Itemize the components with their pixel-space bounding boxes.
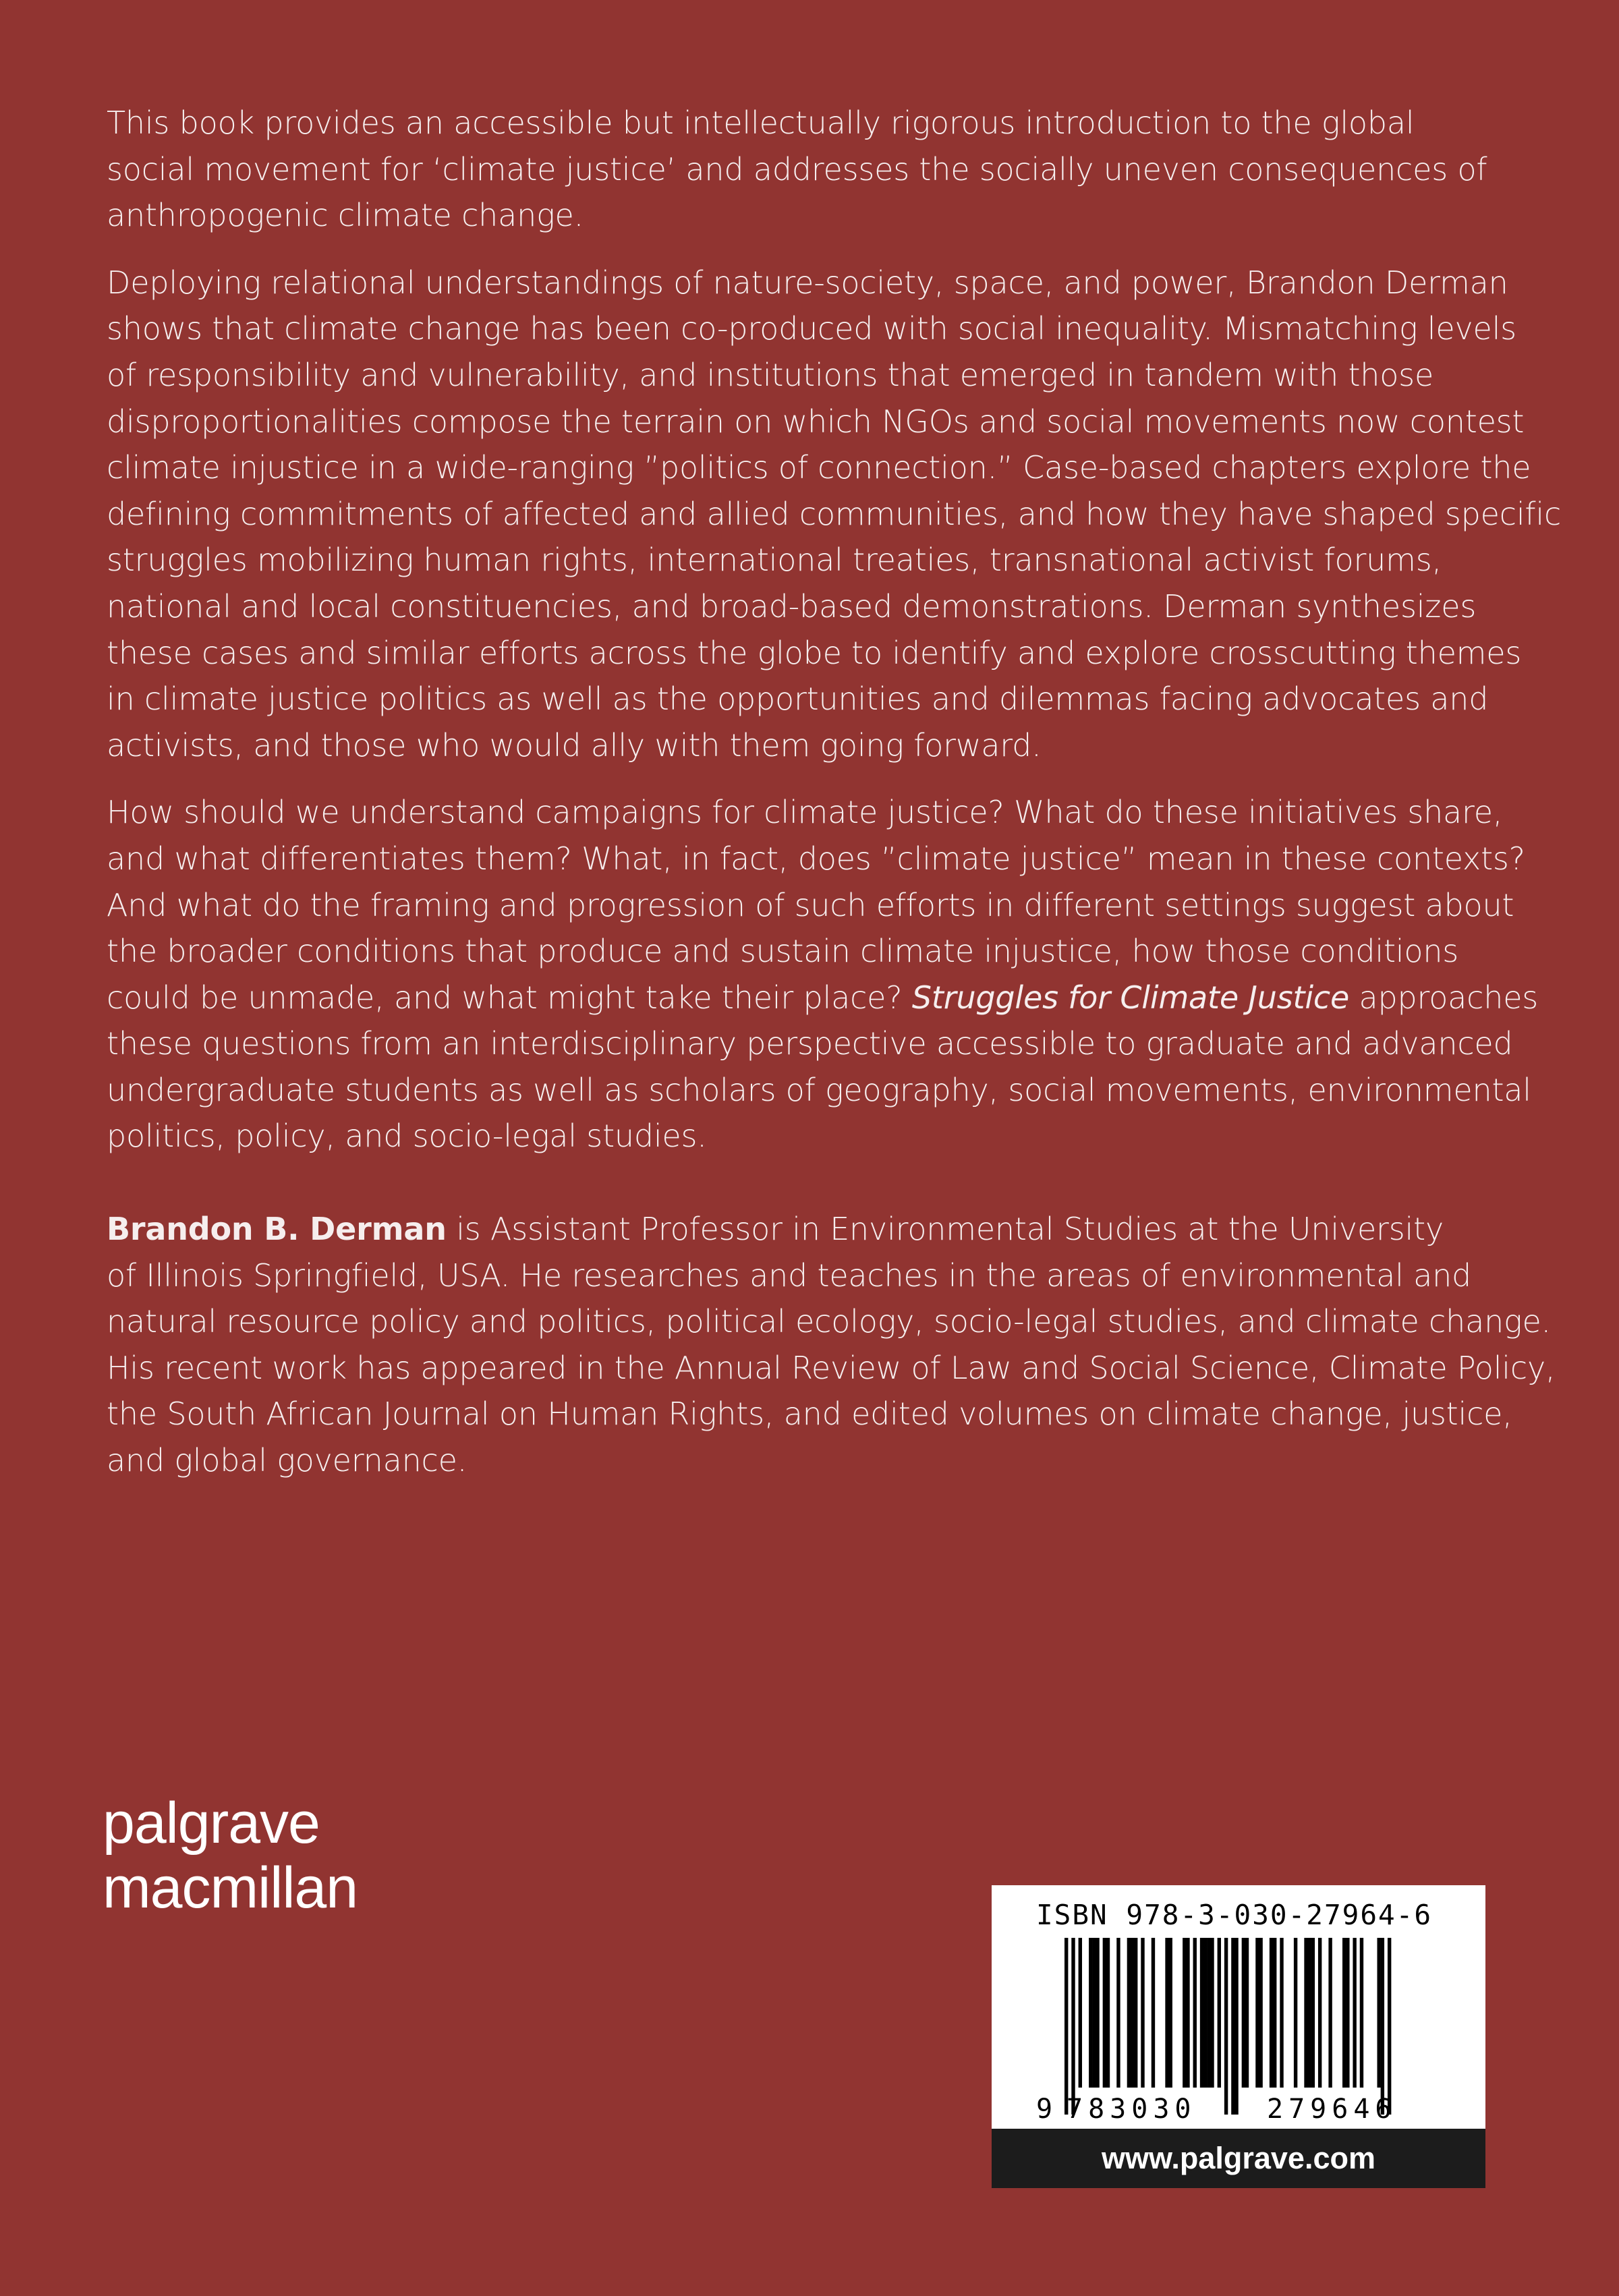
logo-line-2: macmillan <box>103 1856 358 1920</box>
barcode-bar <box>1259 1938 1262 2088</box>
barcode-bar <box>1304 1938 1307 2088</box>
text-line: activists, and those who would ally with them going forward. <box>107 726 1042 764</box>
barcode-bar <box>1092 1938 1096 2088</box>
barcode-guard-bar <box>1381 1938 1384 2115</box>
barcode-guard-bar <box>1064 1938 1068 2115</box>
barcode-bar <box>1169 1938 1172 2088</box>
author-bio <box>107 1206 1556 1484</box>
text-line: social movement for ‘climate justice’ and addresses the socially uneven consequences of <box>107 150 1487 188</box>
text-line: disproportionalities compose the terrain on which NGOs and social movements now contest <box>107 403 1525 440</box>
barcode-bar <box>1273 1938 1276 2088</box>
barcode-bar <box>1193 1938 1197 2088</box>
blurb-paragraph-3 <box>107 789 1537 1159</box>
barcode-bar <box>1353 1938 1356 2088</box>
text-line: His recent work has appeared in the Annual Review of Law and Social Science, Climate Policy, <box>107 1349 1556 1386</box>
barcode-bar <box>1360 1938 1363 2088</box>
barcode-digit-first: 9 <box>1036 2094 1053 2125</box>
barcode-bar <box>1346 1938 1349 2088</box>
text-line: national and local constituencies, and broad-based demonstrations. Derman synthesizes <box>107 587 1477 625</box>
text-line: How should we understand campaigns for climate justice? What do these initiatives share, <box>107 794 1503 831</box>
barcode-guard-bar <box>1224 1938 1228 2115</box>
text-line: And what do the framing and progression of such efforts in different settings suggest about <box>107 886 1514 923</box>
barcode-bar <box>1308 1938 1311 2088</box>
text-fragment: approaches <box>1349 979 1539 1016</box>
barcode-bar <box>1207 1938 1210 2088</box>
barcode-bar <box>1186 1938 1189 2088</box>
blurb-paragraph-1 <box>107 100 1537 239</box>
isbn-label: ISBN 978-3-030-27964-6 <box>1036 1899 1433 1931</box>
barcode-bar <box>1096 1938 1099 2088</box>
barcode-guard-bar <box>1388 1938 1391 2115</box>
palgrave-macmillan-logo <box>103 1791 358 1920</box>
barcode-bar <box>1342 1938 1346 2088</box>
barcode-bar <box>1089 1938 1092 2088</box>
barcode-bar <box>1245 1938 1249 2088</box>
text-line: natural resource policy and politics, political ecology, socio-legal studies, and climate change. <box>107 1303 1551 1340</box>
text-line: of Illinois Springfield, USA. He researches and teaches in the areas of environmental and <box>107 1257 1472 1294</box>
barcode-bar <box>1203 1938 1207 2088</box>
logo-line-1: palgrave <box>103 1791 320 1856</box>
text-line: these questions from an interdisciplinary perspective accessible to graduate and advanced <box>107 1025 1513 1062</box>
text-line: in climate justice politics as well as the opportunities and dilemmas facing advocates and <box>107 681 1489 718</box>
text-fragment: is Assistant Professor in Environmental Studies at the University <box>446 1211 1444 1248</box>
barcode-bars <box>1064 1938 1391 2115</box>
barcode-guard-bar <box>1231 1938 1234 2115</box>
barcode-bar <box>1152 1938 1155 2088</box>
barcode-bar <box>1165 1938 1168 2088</box>
barcode-bar <box>1183 1938 1186 2088</box>
text-line: politics, policy, and socio-legal studies. <box>107 1118 707 1155</box>
text-line: these cases and similar efforts across the globe to identify and explore crosscutting themes <box>107 634 1522 671</box>
barcode-bar <box>1079 1938 1082 2088</box>
blurb-paragraph-2 <box>107 260 1562 769</box>
barcode-bar <box>1377 1938 1381 2088</box>
barcode-bar <box>1242 1938 1245 2088</box>
text-line: This book provides an accessible but intellectually rigorous introduction to the global <box>107 105 1415 141</box>
isbn-barcode <box>992 1885 1485 2145</box>
barcode-bar <box>1141 1938 1144 2088</box>
publisher-url[interactable]: www.palgrave.com <box>992 2129 1485 2188</box>
text-line: and global governance. <box>107 1442 467 1479</box>
text-line: climate injustice in a wide-ranging ”politics of connection.” Case-based chapters explore the <box>107 449 1531 486</box>
barcode-bar <box>1328 1938 1332 2088</box>
text-line: shows that climate change has been co-produced with social inequality. Mismatching levels <box>107 310 1516 347</box>
barcode-bar <box>1200 1938 1203 2088</box>
text-line-with-title <box>107 975 1537 1021</box>
barcode-bar <box>1280 1938 1283 2088</box>
barcode-bar <box>1106 1938 1110 2088</box>
text-line: the South African Journal on Human Rights, and edited volumes on climate change, justice, <box>107 1396 1512 1433</box>
author-name: Brandon B. Derman <box>107 1211 447 1248</box>
barcode-bar <box>1218 1938 1221 2088</box>
text-line: of responsibility and vulnerability, and institutions that emerged in tandem with those <box>107 356 1434 393</box>
barcode-bar <box>1103 1938 1106 2088</box>
text-line: the broader conditions that produce and sustain climate injustice, how those conditions <box>107 933 1459 970</box>
barcode-bar <box>1116 1938 1120 2088</box>
book-title: Struggles for Climate Justice <box>911 979 1350 1016</box>
barcode-bar <box>1210 1938 1214 2088</box>
barcode-bar <box>1311 1938 1315 2088</box>
barcode-bar <box>1318 1938 1322 2088</box>
text-line: and what differentiates them? What, in fact, does ”climate justice” mean in these contexts? <box>107 840 1525 877</box>
barcode-bar <box>1134 1938 1137 2088</box>
text-fragment: could be unmade, and what might take their place? <box>107 979 912 1016</box>
text-line: undergraduate students as well as scholars of geography, social movements, environmental <box>107 1071 1531 1108</box>
barcode-bar <box>1131 1938 1134 2088</box>
barcode-bar <box>1270 1938 1273 2088</box>
barcode-bar <box>1127 1938 1131 2088</box>
barcode-digits-right: 279646 <box>1267 2094 1397 2125</box>
barcode-bar <box>1294 1938 1297 2088</box>
barcode-guard-bar <box>1234 1938 1238 2115</box>
barcode-guard-bar <box>1071 1938 1075 2115</box>
back-cover-text <box>107 100 1562 1505</box>
bio-first-line <box>107 1206 1537 1253</box>
text-line: defining commitments of affected and allied communities, and how they have shaped specific <box>107 495 1562 532</box>
barcode-digits-left: 783030 <box>1067 2094 1197 2125</box>
text-line: Deploying relational understandings of nature-society, space, and power, Brandon Derman <box>107 264 1508 301</box>
text-line: anthropogenic climate change. <box>107 197 584 234</box>
barcode-bar <box>1255 1938 1259 2088</box>
text-line: struggles mobilizing human rights, international treaties, transnational activist forums, <box>107 542 1442 579</box>
